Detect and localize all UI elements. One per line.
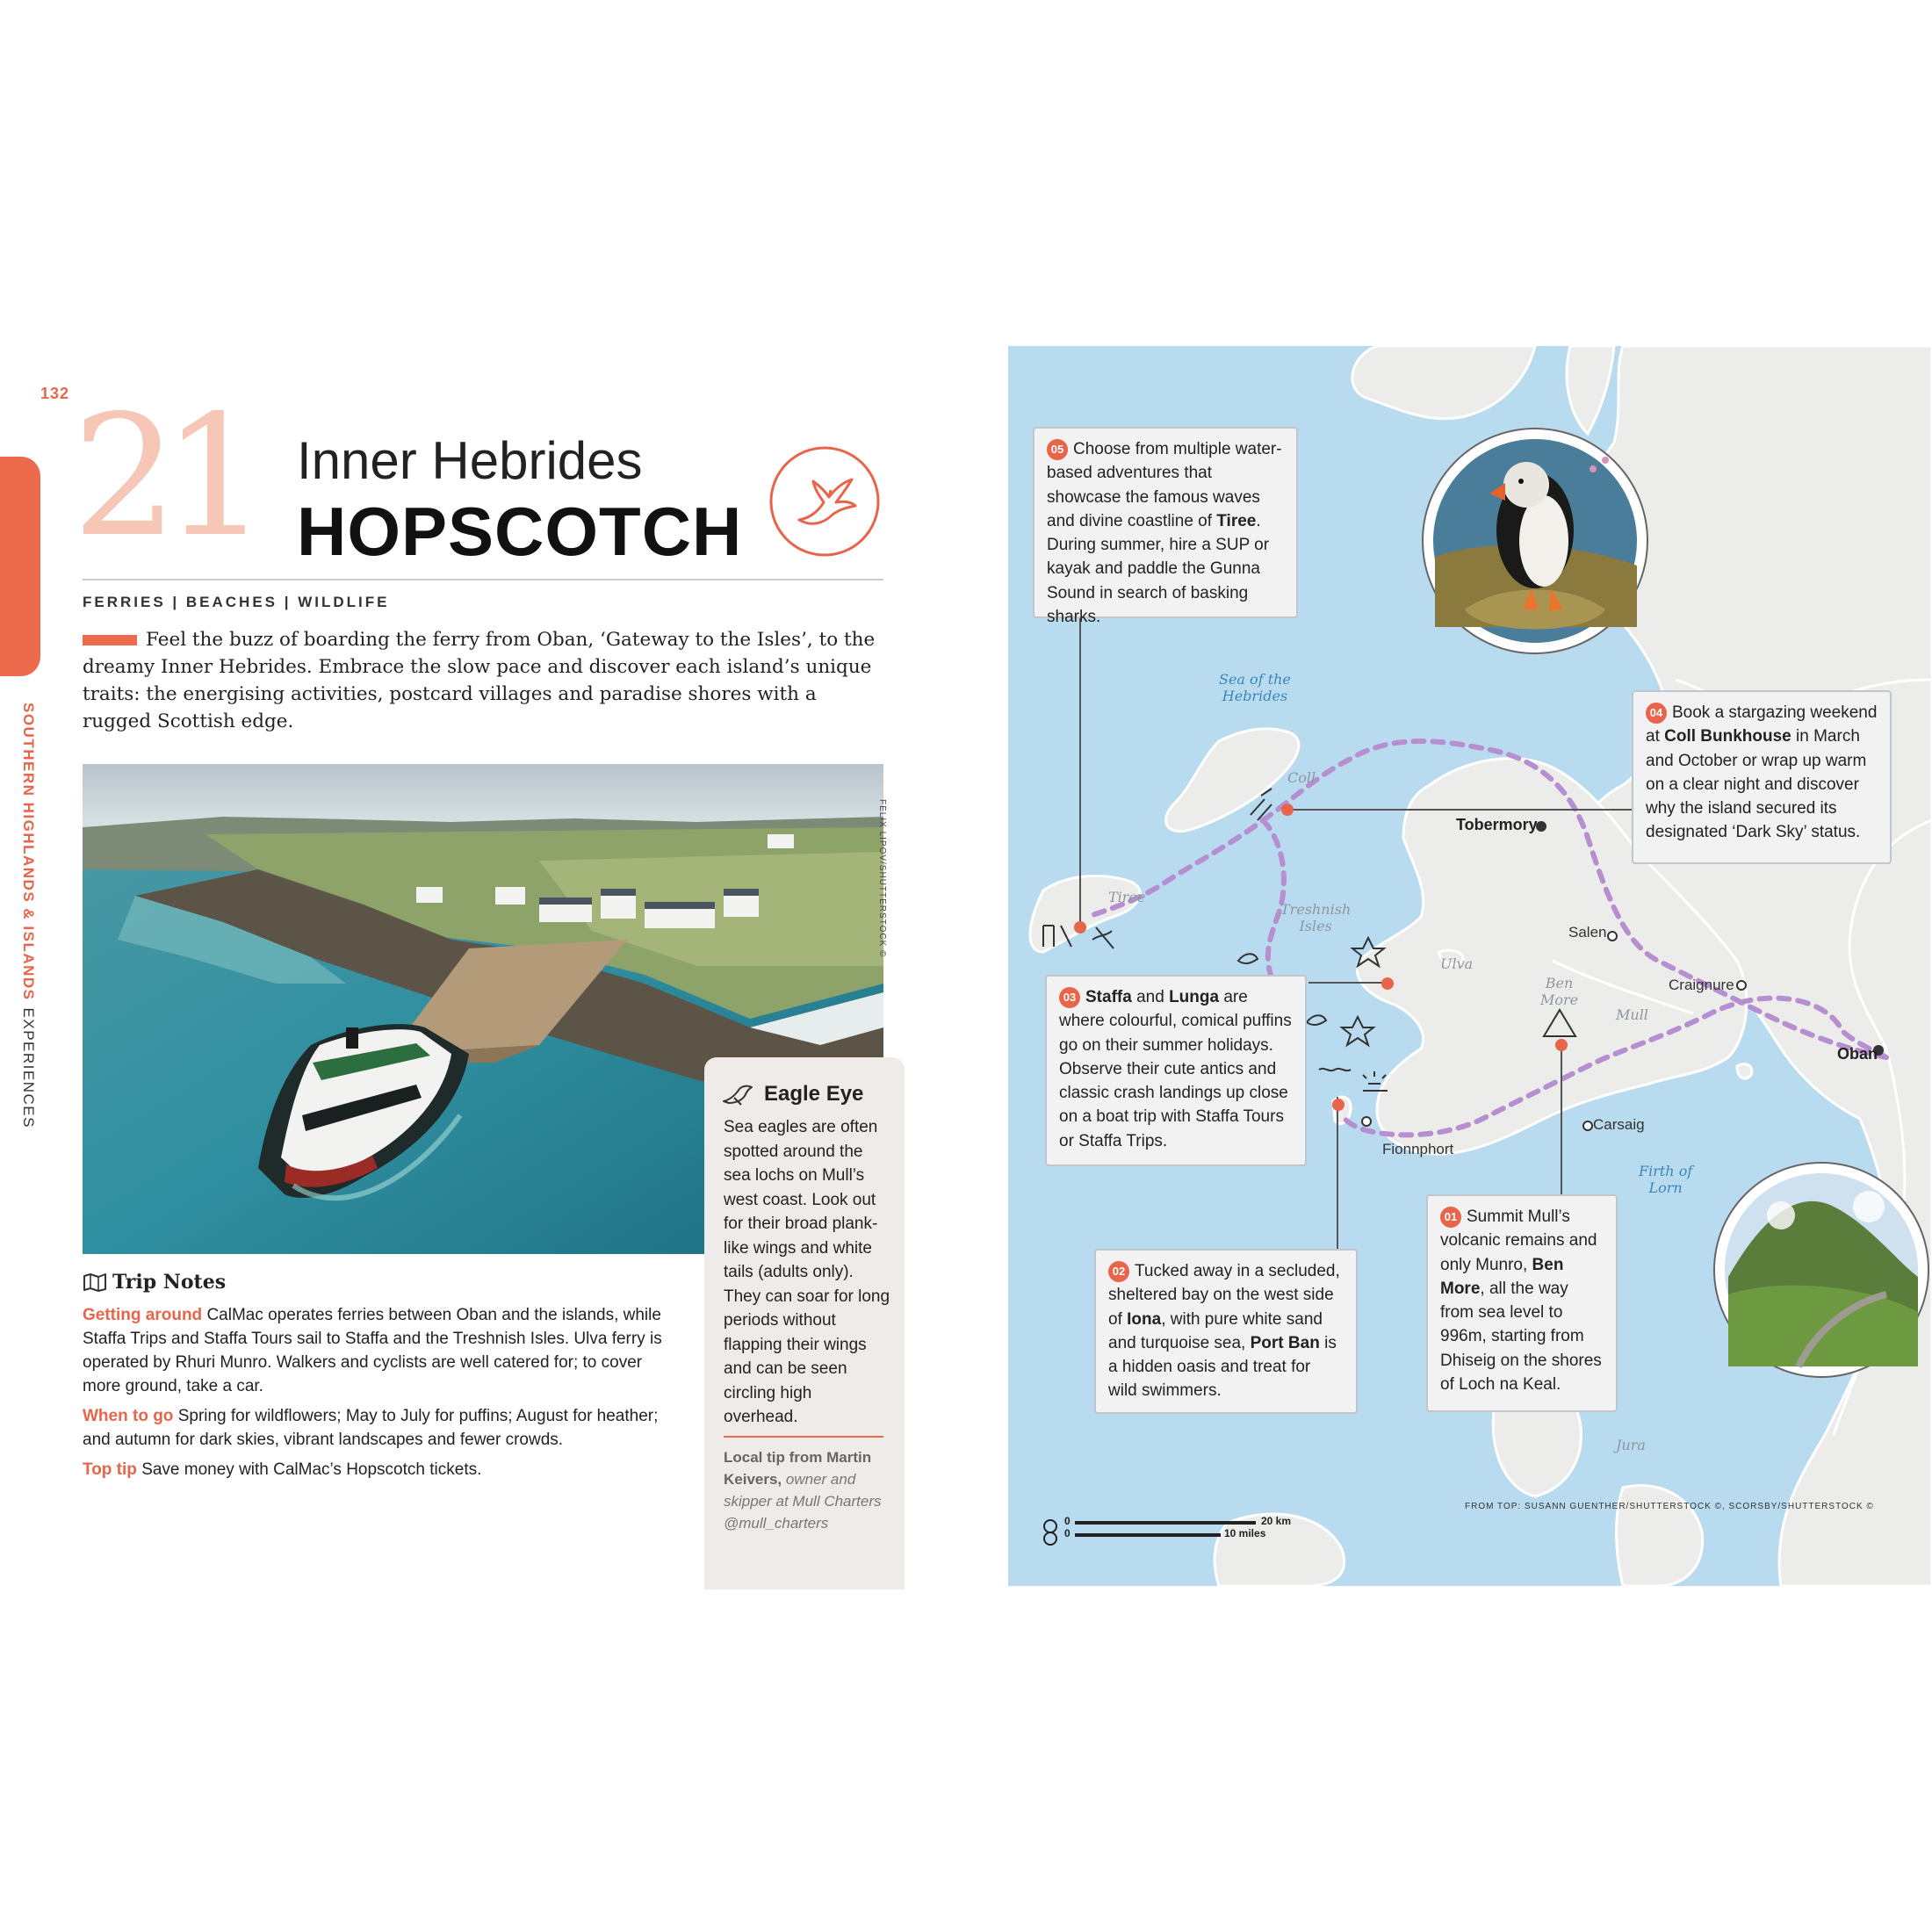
callout-text: Book a stargazing weekend at bbox=[1646, 703, 1878, 746]
trip-note-text: Save money with CalMac’s Hopscotch tickets. bbox=[141, 1460, 482, 1479]
trip-note-text: Spring for wildflowers; May to July for puffins; August for heather; and autumn for dark skies, vibrant landscapes and fewer crowds. bbox=[83, 1407, 659, 1449]
callout-text: Tucked away in a secluded, sheltered bay on the west side of bbox=[1108, 1262, 1340, 1329]
running-head-region: SOUTHERN HIGHLANDS & ISLANDS bbox=[20, 703, 37, 1001]
callout-text: Summit Mull’s volcanic remains and only Munro, bbox=[1440, 1208, 1597, 1274]
eagle-icon bbox=[722, 1082, 753, 1107]
experience-number: 21 bbox=[72, 379, 253, 573]
label-craignure: Craignure bbox=[1669, 977, 1734, 993]
label-carsaig: Carsaig bbox=[1593, 1116, 1645, 1133]
callout-05-tiree bbox=[1033, 427, 1298, 627]
label-line: Treshnish bbox=[1280, 901, 1352, 918]
callout-number: 05 bbox=[1047, 439, 1068, 460]
trip-note-text: CalMac operates ferries between Oban and the islands, while Staffa Trips and Staffa Tours sail to Staffa and the Treshnish Isles. Ulva ferry is operated by Rhuri Munro. Walkers and cyclists are well catered for; to cover more ground, take a car. bbox=[83, 1306, 662, 1395]
callout-01-ben-more bbox=[1426, 1194, 1618, 1412]
trip-notes-heading: Trip Notes bbox=[112, 1271, 227, 1294]
map-icon bbox=[83, 1272, 107, 1292]
running-head bbox=[19, 703, 37, 1128]
label-line: Hebrides bbox=[1222, 688, 1288, 704]
trip-note-top-tip bbox=[83, 1458, 671, 1481]
sidebar-tip-label: Local tip from Martin Keivers, bbox=[724, 1449, 872, 1488]
callout-text: and bbox=[1131, 988, 1170, 1006]
label-line: Lorn bbox=[1648, 1179, 1683, 1196]
callout-text: is a hidden oasis and treat for wild swimmers. bbox=[1108, 1333, 1337, 1401]
label-line: Sea of the bbox=[1219, 671, 1291, 688]
label-coll: Coll bbox=[1287, 769, 1316, 786]
label-fionnphort: Fionnphort bbox=[1382, 1141, 1454, 1157]
label-firth-of-lorn bbox=[1639, 1163, 1692, 1196]
callout-number: 02 bbox=[1108, 1261, 1129, 1282]
callout-text: , all the way from sea level to 996m, starting from Dhiseig on the shores of Loch na Keal. bbox=[1440, 1279, 1602, 1395]
callout-highlight: Ben More bbox=[1440, 1255, 1564, 1298]
chapter-tab bbox=[0, 457, 40, 676]
callout-number: 03 bbox=[1059, 987, 1080, 1008]
callout-highlight: Iona bbox=[1127, 1309, 1162, 1329]
callout-text: . During summer, hire a SUP or kayak and paddle the Gunna Sound in search of basking sharks. bbox=[1047, 511, 1270, 627]
callout-04-coll bbox=[1632, 690, 1892, 864]
running-head-section: EXPERIENCES bbox=[20, 1007, 37, 1128]
map-photo-credit: FROM TOP: SUSANN GUENTHER/SHUTTERSTOCK ©, SCORSBY/SHUTTERSTOCK © bbox=[1465, 1502, 1874, 1511]
trip-note-label: When to go bbox=[83, 1407, 174, 1425]
sidebar-rule bbox=[724, 1436, 883, 1438]
callout-number: 04 bbox=[1646, 703, 1667, 724]
scale-zero-mi: 0 bbox=[1064, 1527, 1071, 1539]
callout-number: 01 bbox=[1440, 1207, 1461, 1228]
label-line: Ben bbox=[1545, 975, 1574, 991]
label-ulva: Ulva bbox=[1440, 955, 1474, 972]
trip-note-label: Top tip bbox=[83, 1460, 137, 1479]
scale-miles: 10 miles bbox=[1224, 1527, 1266, 1539]
intro-bar bbox=[83, 635, 137, 645]
callout-text: are where colourful, comical puffins go on their summer holidays. Observe their cute antics and classic crash landings up close on a boat trip with Staffa Tours or Staffa Trips. bbox=[1059, 988, 1292, 1150]
sidebar-tip-role: owner and skipper at Mull Charters @mull_charters bbox=[724, 1471, 882, 1532]
page-number: 132 bbox=[40, 385, 70, 402]
callout-highlight: Coll Bunkhouse bbox=[1664, 727, 1791, 746]
label-salen: Salen bbox=[1568, 924, 1607, 941]
callout-highlight: Tiree bbox=[1216, 511, 1257, 530]
callout-highlight: Lunga bbox=[1169, 988, 1220, 1006]
label-line: More bbox=[1540, 991, 1579, 1008]
label-tiree: Tiree bbox=[1108, 889, 1146, 905]
trip-note-when-to-go bbox=[83, 1404, 671, 1452]
callout-02-iona bbox=[1094, 1249, 1358, 1414]
callout-highlight: Port Ban bbox=[1250, 1333, 1320, 1352]
callout-text: , with pure white sand and turquoise sea, bbox=[1108, 1309, 1323, 1352]
label-tobermory: Tobermory bbox=[1456, 816, 1538, 833]
label-ben-more bbox=[1540, 975, 1578, 1008]
puffin-photo bbox=[1423, 429, 1647, 653]
sidebar-title: Eagle Eye bbox=[764, 1082, 864, 1106]
intro-paragraph bbox=[83, 626, 887, 735]
label-line: Isles bbox=[1299, 918, 1332, 934]
category-tags: FERRIES | BEACHES | WILDLIFE bbox=[83, 594, 390, 610]
label-line: Firth of bbox=[1639, 1163, 1693, 1179]
label-mull: Mull bbox=[1616, 1006, 1648, 1023]
callout-text: in March and October or wrap up warm on a clear night and discover why the island secured its designated ‘Dark Sky’ status. bbox=[1646, 727, 1867, 842]
photo-credit: FELIX LIPOV/SHUTTERSTOCK © bbox=[877, 799, 887, 958]
bird-icon bbox=[768, 444, 882, 559]
callout-03-staffa bbox=[1045, 975, 1307, 1166]
scale-zero-km: 0 bbox=[1064, 1515, 1071, 1527]
intro-text: Feel the buzz of boarding the ferry from Oban, ‘Gateway to the Isles’, to the dreamy Inner Hebrides. Embrace the slow pace and discover each island’s unique traits: the energising activities, postcard villages and paradise shores with a rugged Scottish edge. bbox=[83, 629, 876, 732]
title-rule bbox=[83, 579, 883, 580]
trip-notes-body bbox=[83, 1303, 671, 1488]
callout-highlight: Staffa bbox=[1085, 988, 1132, 1006]
sidebar-tip bbox=[724, 1446, 890, 1534]
scale-km: 20 km bbox=[1261, 1515, 1292, 1527]
label-sea-of-hebrides bbox=[1219, 671, 1291, 704]
sidebar-body: Sea eagles are often spotted around the sea lochs on Mull’s west coast. Look out for their broad plank-like wings and white tails (adults only). They can soar for long periods without flapping their wings and can be seen circling high overhead. bbox=[724, 1118, 890, 1426]
label-treshnish bbox=[1280, 901, 1351, 934]
title-line-1: Inner Hebrides bbox=[297, 431, 643, 490]
callout-text: Choose from multiple water-based adventures that showcase the famous waves and divine coastline of bbox=[1047, 440, 1282, 530]
trip-note-getting-around bbox=[83, 1303, 671, 1398]
label-jura: Jura bbox=[1616, 1437, 1646, 1453]
mountain-photo bbox=[1714, 1163, 1928, 1377]
label-oban: Oban bbox=[1837, 1045, 1878, 1063]
title-line-2: HOPSCOTCH bbox=[297, 493, 743, 570]
trip-note-label: Getting around bbox=[83, 1306, 203, 1324]
